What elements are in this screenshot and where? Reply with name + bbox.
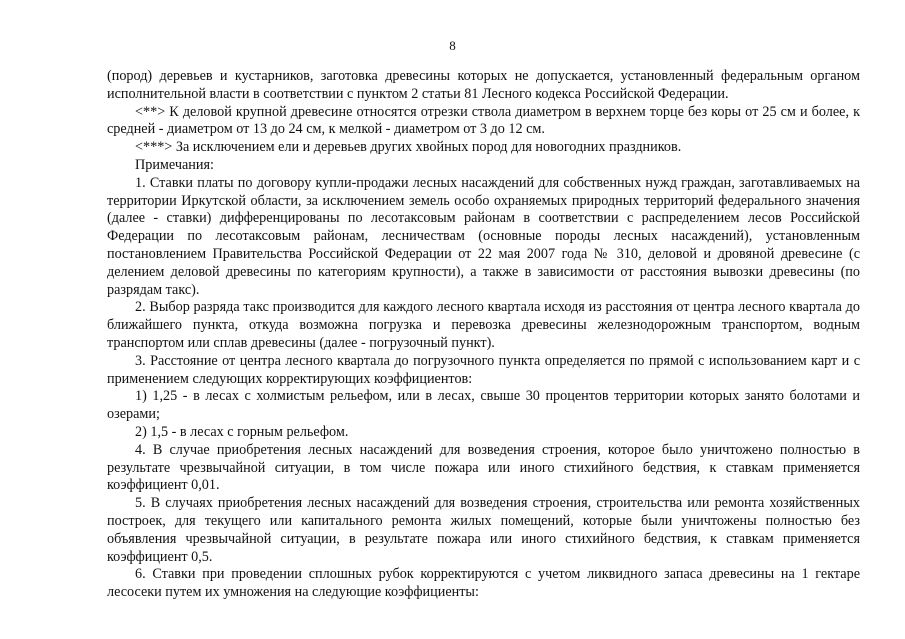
- notes-heading: Примечания:: [135, 156, 214, 173]
- note-5: 5. В случаях приобретения лесных насаждений для возведения строения, строительства или ремонта хозяйственных построек, для текущего или капитального ремонта жилых помещений, которые были уничтожены полностью без объявления чрезвычайной ситуации, в результате пожара или иного стихийного бедствия, к ставкам применяется коэффициент 0,5.: [107, 495, 860, 565]
- note-6: 6. Ставки при проведении сплошных рубок корректируются с учетом ликвидного запаса древесины на 1 гектаре лесосеки путем их умножения на следующие коэффициенты:: [107, 566, 860, 601]
- note-1: 1. Ставки платы по договору купли-продажи лесных насаждений для собственных нужд граждан, заготавливаемых на территории Иркутской области, за исключением земель особо охраняемых природных территорий федерального значения (далее - ставки) дифференцированы по лесотаксовым районам в соответствии с распределением лесов Российской Федерации по лесотаксовым районам, лесничествам (основные породы лесных насаждений), установленным постановлением Правительства Российской Федерации от 22 мая 2007 года № 310, деловой и дровяной древесине (с делением деловой древесины по категориям крупности), а также в зависимости от расстояния вывозки древесины (по разрядам такс).: [107, 174, 860, 298]
- footnote-double-asterisk: <**> К деловой крупной древесине относятся отрезки ствола диаметром в верхнем торце без коры от 25 см и более, к средней - диаметром от 13 до 24 см, к мелкой - диаметром от 3 до 12 см.: [107, 103, 860, 138]
- footnote-triple-asterisk: <***> За исключением ели и деревьев других хвойных пород для новогодних праздников.: [135, 139, 682, 156]
- page-number: 8: [449, 38, 456, 53]
- note-3: 3. Расстояние от центра лесного квартала до погрузочного пункта определяется по прямой с использованием карт и с применением следующих корректирующих коэффициентов:: [107, 352, 860, 387]
- paragraph-continuation: (пород) деревьев и кустарников, заготовка древесины которых не допускается, установленный федеральным органом исполнительной власти в соответствии с пунктом 2 статьи 81 Лесного кодекса Российской Федерации.: [107, 68, 860, 102]
- note-3-item-1: 1) 1,25 - в лесах с холмистым рельефом, или в лесах, свыше 30 процентов территории которых занято болотами и озерами;: [107, 388, 860, 423]
- note-4: 4. В случае приобретения лесных насаждений для возведения строения, которое было уничтожено полностью в результате чрезвычайной ситуации, в том числе пожара или иного стихийного бедствия, к ставкам применяется коэффициент 0,01.: [107, 441, 860, 494]
- document-body: [107, 68, 860, 602]
- note-3-item-2: 2) 1,5 - в лесах с горным рельефом.: [135, 423, 349, 440]
- note-2: 2. Выбор разряда такс производится для каждого лесного квартала исходя из расстояния от центра лесного квартала до ближайшего пункта, откуда возможна погрузка и перевозка древесины железнодорожным транспортом, водным транспортом или сплав древесины (далее - погрузочный пункт).: [107, 299, 860, 351]
